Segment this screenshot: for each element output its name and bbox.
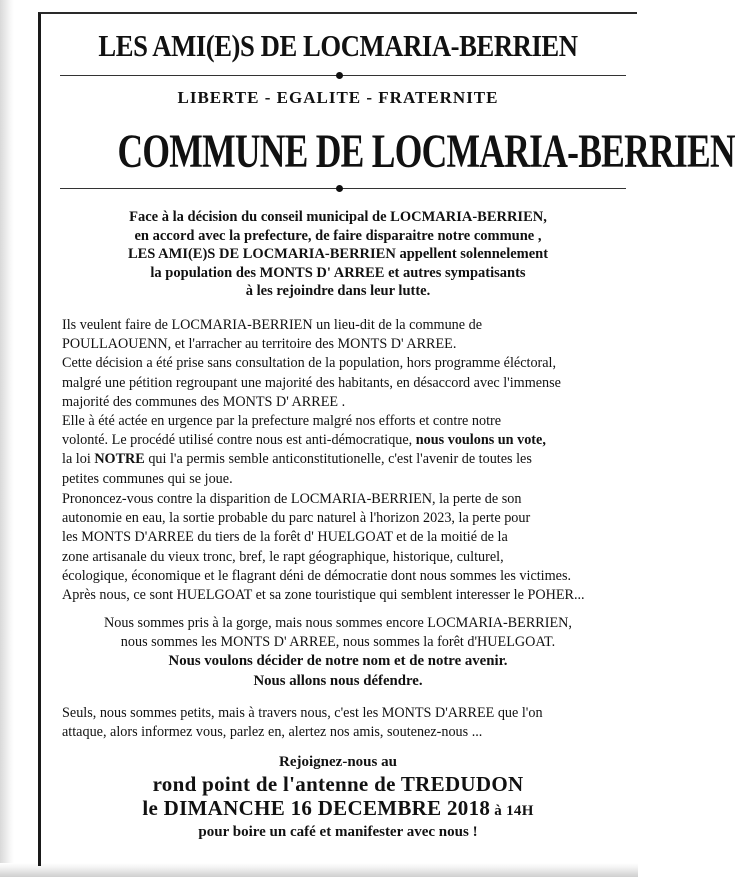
paragraph-line: autonomie en eau, la sortie probable du parc naturel à l'horizon 2023, la perte pour [62,510,531,527]
paragraph-line: POULLAOUENN, et l'arracher au territoire des MONTS D' ARREE. [62,336,457,353]
intro-line: à les rejoindre dans leur lutte. [245,283,431,299]
paragraph-line: Ils veulent faire de LOCMARIA-BERRIEN un lieu-dit de la commune de [62,317,483,333]
divider-top [60,75,626,76]
paragraph-line: Elle à été actée en urgence par la prefecture malgré nos efforts et contre notre [62,413,502,430]
paragraph-line [62,450,618,469]
paragraph-bold-line: Nous allons nous défendre. [253,672,423,689]
text-normal: la loi [62,451,95,468]
paragraph-4 [62,704,618,742]
paragraph-2 [62,490,618,605]
paragraph-3 [40,614,636,691]
divider-dot [336,72,343,79]
rendezvous-date-text: le DIMANCHE 16 DECEMBRE 2018 [142,796,491,820]
paragraph-line: petites communes qui se joue. [62,470,233,487]
rendezvous-intro: Rejoignez-nous au [279,754,397,770]
paragraph-line: les MONTS D'ARREE du tiers de la forêt d' HUELGOAT et de la moitié de la [62,529,508,546]
rendezvous-time: à 14H [490,803,534,819]
paragraph-line [62,431,618,450]
scan-shadow-left [0,0,14,877]
org-title: LES AMI(E)S DE LOCMARIA-BERRIEN [98,28,578,63]
rendezvous-location: rond point de l'antenne de TREDUDON [152,772,524,796]
intro-line: LES AMI(E)S DE LOCMARIA-BERRIEN appellent solennelement [127,246,549,262]
paragraph-line: zone artisanale du vieux tronc, bref, le rapt géographique, historique, culturel, [62,548,504,565]
paragraph-line: Prononcez-vous contre la disparition de LOCMARIA-BERRIEN, la perte de son [62,491,522,507]
intro-line: en accord avec la prefecture, de faire disparaitre notre commune , [134,227,542,244]
paragraph-bold-line: Nous voulons décider de notre nom et de notre avenir. [168,653,508,670]
paragraph-line: écologique, économique et le flagrant déni de démocratie dont nous sommes les victimes. [62,567,572,584]
divider-dot [336,185,343,192]
text-normal: volonté. Le procédé utilisé contre nous est anti-démocratique, [62,432,413,449]
text-bold: NOTRE [94,451,145,468]
intro-line: Face à la décision du conseil municipal de LOCMARIA-BERRIEN, [129,209,547,225]
paragraph-line: malgré une pétition regroupant une majorité des habitants, en désaccord avec l'immense [62,374,561,391]
intro-text [40,208,636,301]
paragraph-line: Seuls, nous sommes petits, mais à travers nous, c'est les MONTS D'ARREE que l'on [62,705,543,721]
divider-bottom [60,188,626,189]
paragraph-line: Nous sommes pris à la gorge, mais nous sommes encore LOCMARIA-BERRIEN, [104,615,572,631]
paragraph-1 [62,316,618,489]
text-normal: qui l'a permis semble anticonstitutionelle, c'est l'avenir de toutes les [144,451,532,468]
motto: LIBERTE - EGALITE - FRATERNITE [177,88,499,107]
rendezvous-date [40,796,636,821]
paragraph-line: attaque, alors informez vous, parlez en, alertez nos amis, soutenez-nous ... [62,724,483,741]
paragraph-line: nous sommes les MONTS D' ARREE, nous sommes la forêt d'HUELGOAT. [120,634,556,651]
paragraph-line: Après nous, ce sont HUELGOAT et sa zone touristique qui semblent interesser le POHER... [62,587,585,604]
text-bold: nous voulons un vote, [412,432,546,449]
paragraph-line: majorité des communes des MONTS D' ARREE . [62,393,346,410]
main-title: COMMUNE DE LOCMARIA-BERRIEN [117,125,735,178]
paragraph-line: Cette décision a été prise sans consultation de la population, hors programme éléctoral, [62,355,557,372]
intro-line: la population des MONTS D' ARREE et autres sympatisants [150,264,526,281]
rendezvous-purpose: pour boire un café et manifester avec nous ! [198,824,478,840]
